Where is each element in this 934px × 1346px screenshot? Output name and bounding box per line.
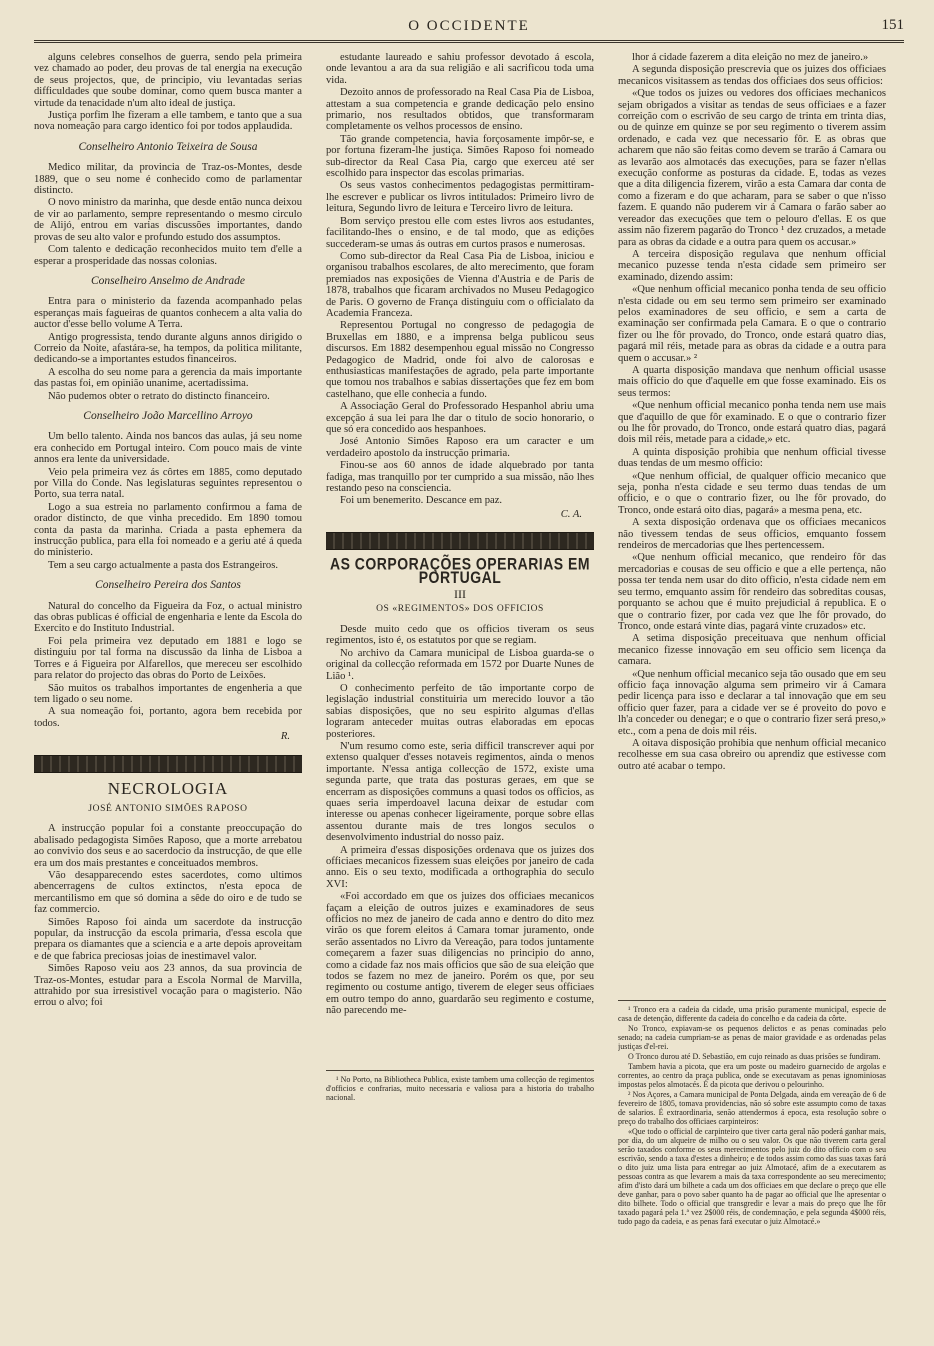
footnote: Tambem havia a picota, que era um poste ou madeiro guarnecido de argolas e correntes, ao centro da praça publica, onde se executavam as penas ignominiosas impostas pelos almotacés. É da picota que derivou o pelourinho.: [618, 1062, 886, 1089]
section-heading: Conselheiro João Marcellino Arroyo: [83, 409, 253, 422]
paragraph: A sua nomeação foi, portanto, agora bem recebida por todos.: [34, 706, 302, 729]
necrology-title: NECROLOGIA: [107, 778, 229, 798]
paragraph: «Que nenhum official, de qualquer officio mecanico que seja, ponha n'esta cidade e seu termo duas tendas de um officio, e o que o contrario fizer, ou lhe fôr provado, do Tronco, onde estará oito dias, pagará» a mesma pena, etc.: [618, 470, 886, 516]
paragraph: Dezoito annos de professorado na Real Casa Pia de Lisboa, attestam a sua competencia e grande dedicação pelo ensino primario, nos resultados obtidos, que transformaram completamente os velhos processos de ensino.: [326, 87, 594, 133]
paragraph: A quinta disposição prohibia que nenhum official tivesse duas tendas de um mesmo officio:: [618, 446, 886, 470]
paragraph: Logo a sua estreia no parlamento confirmou a fama de orador distincto, de que vinha precedido. Em 1890 tomou conta da pasta da marinha. Criada a pasta ephemera da instrucção publica, para ella foi nomeado e a geriu até á queda do ministerio.: [34, 501, 302, 559]
column-1: [34, 52, 302, 1332]
paragraph: A terceira disposição regulava que nenhum official mecanico puzesse tenda n'esta cidade sem primeiro ser examinado, dizendo assim:: [618, 248, 886, 283]
footnote: ¹ No Porto, na Bibliotheca Publica, existe tambem uma collecção de regimentos d'officios e confrarias, muito necessaria e valiosa para a historia do trabalho nacional.: [326, 1075, 594, 1102]
signature: R.: [280, 731, 290, 743]
ornamental-divider: [326, 532, 594, 550]
article-part-number: III: [454, 587, 466, 602]
section-heading: Conselheiro Pereira dos Santos: [95, 579, 241, 592]
footnote: O Tronco durou até D. Sebastião, em cujo reinado as duas prisões se fundiram.: [628, 1052, 881, 1061]
paragraph: A Associação Geral do Professorado Hespanhol abriu uma excepção á sua lei para lhe dar o titulo de socio honorario, o que só era concedido aos hespanhoes.: [326, 401, 594, 435]
paragraph: Entra para o ministerio da fazenda acompanhado pelas esperanças mais fagueiras de quantos conhecem a alta valia do auctor d'esse bello volume A Terra.: [34, 296, 302, 331]
paragraph: A oitava disposição prohibia que nenhum official mecanico recolhesse em sua casa obreiro ou aprendiz que estivesse com outro até acabar o tempo.: [618, 737, 886, 772]
paragraph: «Que nenhum official mecanico ponha tenda nem use mais que d'aquillo de que fôr examinado. E o que o contrario fizer ou lhe fôr provado, do Tronco, onde estará quatro dias, pagará dois mil réis, metade para a cidade,» etc.: [618, 400, 886, 446]
paragraph: O conhecimento perfeito de tão importante corpo de legislação industrial constituiria um merecido louvor a tão sabias disposições, que no seu espirito algumas d'ellas lograram anteceder muitas outras elaboradas em epocas posteriores.: [326, 682, 594, 740]
paragraph: Como sub-director da Real Casa Pia de Lisboa, iniciou e organisou trabalhos escolares, de alto merecimento, que foram premiados nas exposições de Vienna d'Austria e de Paris de 1878, trabalhos que ficaram archivados no Museu Pedagogico de Paris. O governo de França distinguiu com o officialato da Academia Franceza.: [326, 250, 594, 319]
paragraph: estudante laureado e sahiu professor devotado á escola, onde levantou a ara da sua religião e ali sacrificou toda uma vida.: [326, 52, 594, 86]
paragraph: Antigo progressista, tendo durante alguns annos dirigido o Correio da Noite, afastára-se, ha tempos, da politica militante, dedicando-se a importantes estudos financeiros.: [34, 331, 302, 366]
paragraph: Natural do concelho da Figueira da Foz, o actual ministro das obras publicas é official de engenharia e lente da Escola do Exercito e do Instituto Industrial.: [34, 600, 302, 635]
footnote: ² Nos Açores, a Camara municipal de Ponta Delgada, ainda em vereação de 6 de fevereiro de 1805, tomava providencias, não só sobre este assumpto como de taxas de salarios. É extraordinaria, senão attendermos á epoca, esta resolução sobre o preço do trabalho dos officiaes carpinteiros:: [618, 1090, 886, 1126]
paragraph: alguns celebres conselhos de guerra, sendo pela primeira vez chamado ao poder, deu provas de tal energia na execução de seus projectos, que, de principio, viu levantadas serias difficuldades que soube dominar, como quem busca manter a virtude da tenacidade n'um alto ideal de justiça.: [34, 52, 302, 109]
paragraph: «Que nenhum official mecanico ponha tenda de seu officio n'esta cidade ou em seu termo sem primeiro ser examinado pelos examinadores de seu officio, e sem a carta de examinação ser confirmada pela Camara. E o que o contrario fizer ou lhe fôr provado, do Tronco, onde estará quatro dias, pagará mil réis, metade para as obras da cidade e a outra para quem o accusar.» ²: [618, 284, 886, 364]
column-2: [326, 52, 594, 1332]
paragraph: A segunda disposição prescrevia que os juizes dos officiaes mecanicos visitassem as tendas dos officiaes dos seus officios:: [618, 64, 886, 87]
section-heading: Conselheiro Antonio Teixeira de Sousa: [78, 140, 258, 153]
paragraph: A quarta disposição mandava que nenhum official usasse mais officio do que d'aquelle em que fosse examinado. Eis os seus termos:: [618, 364, 886, 399]
paragraph: A escolha do seu nome para a gerencia da mais importante das pastas foi, em opinião unanime, acertadissima.: [34, 366, 302, 390]
paragraph: A primeira d'essas disposições ordenava que os juizes dos officiaes mecanicos fizessem suas eleições por janeiro de cada anno. Eis o seu texto, modificada a orthographia do seculo XVI:: [326, 844, 594, 890]
paragraph: Tão grande competencia, havia forçosamente impôr-se, e por fortuna fizeram-lhe justiça. Simões Raposo foi nomeado sub-director da Real Casa Pia, cargo que exerceu até ser escolhido para inspector das escolas primarias.: [326, 133, 594, 180]
paragraph: Simões Raposo foi ainda um sacerdote da instrucção popular, da instrucção da escola primaria, d'essa escola que prepara os diamantes que a sciencia e a arte depois aproveitam e de que fabrica preciosas joias de inestimavel valor.: [34, 916, 302, 962]
paragraph: O novo ministro da marinha, que desde então nunca deixou de vir ao parlamento, sempre representando o mesmo circulo de Alijó, entrou em varias discussões importantes, dando provas de seu alto valor e profundo estudo dos assumptos.: [34, 197, 302, 243]
paragraph: «Que nenhum official mecanico seja tão ousado que em seu officio faça innovação alguma sem primeiro vir á Camara pedir licença para isso e declarar a tal innovação que em seu officio quer fazer, para a cidade ver se é proveito do povo e lh'a conceder ou denegar; e o que o contrario fizer será preso,» etc., com a pena de dois mil réis.: [618, 668, 886, 737]
column-3: [618, 52, 886, 1332]
paragraph: Não pudemos obter o retrato do distincto financeiro.: [48, 390, 270, 402]
paragraph: Simões Raposo veiu aos 23 annos, da sua provincia de Traz-os-Montes, estudar para a Escola Normal de Marvilla, attrahido por sua irresistivel vocação para o magisterio. Não errou o alvo; foi: [34, 963, 302, 1009]
paragraph: A instrucção popular foi a constante preoccupação do abalisado pedagogista Simões Raposo, que a morte arrebatou ao convivio dos seus e ao sacerdocio da instrucção, de que elle era um dos mais prestantes e conceituados membros.: [34, 823, 302, 869]
paragraph: Um bello talento. Ainda nos bancos das aulas, já seu nome era conhecido em Portugal inteiro. Com pouco mais de vinte annos era lente da universidade.: [34, 431, 302, 466]
necrology-name: JOSÉ ANTONIO SIMÕES RAPOSO: [88, 803, 248, 814]
footnotes: [618, 1000, 886, 1227]
paragraph: Foi pela primeira vez deputado em 1881 e logo se distinguiu por tal forma na discussão da linha de Lisboa a Torres e á Figueira por Alfarellos, que mereceu ser escolhido para relator do projecto das obras do Porto de Leixões.: [34, 635, 302, 682]
paragraph: «Que nenhum official mecanico, que rendeiro fôr das mercadorias e cousas de seu officio e que a elle pertença, não possa ter tenda nem usar do dito officio, n'esta cidade nem em seu termo, emquanto assim fôr rendeiro das sobreditas cousas, porquanto se achou que é muito prejudicial á republica. E o que o contrario fizer, por cada vez que lhe fôr provado, do Tronco, onde estará vinte dias, pagará vinte cruzados» etc.: [618, 552, 886, 632]
paragraph: Bom serviço prestou elle com estes livros aos estudantes, facilitando-lhes o ensino, e de tal modo, que as edições succederam-se umas ás outras em curtos prasos e numerosas.: [326, 215, 594, 250]
section-heading: Conselheiro Anselmo de Andrade: [90, 274, 246, 287]
ornamental-divider: [34, 755, 302, 773]
paragraph: Os seus vastos conhecimentos pedagogistas permittiram-lhe escrever e publicar os livros intitulados: Primeiro livro de leitura, Segundo livro de leitura e Terceiro livro de leitura.: [326, 180, 594, 215]
paragraph: José Antonio Simões Raposo era um caracter e um verdadeiro apostolo da instrucção primaria.: [326, 436, 594, 459]
paragraph: Medico militar, da provincia de Traz-os-Montes, desde 1889, que o seu nome é conhecido como de parlamentar distincto.: [34, 162, 302, 197]
paragraph: Desde muito cedo que os officios tiveram os seus regimentos, isto é, os estatutos por que se regiam.: [326, 623, 594, 647]
signature: C. A.: [560, 508, 582, 520]
footnote: «Que todo o official de carpinteiro que tiver carta geral não poderá ganhar mais, por dia, do um alqueire de milho ou o seu valor. Os que não tiverem carta geral serão taxados conforme os seus merecimentos pelo juiz do dito officio com o seu escrivão, sendo a taxa d'estes a dinheiro; e de todos assim como das suas taxas fará o dito juiz uma lista para entregar ao juiz Almotacé, afim de a executarem as pessoas contra as que levarem a mais da taxa correspondente ao seu merecimento; afim d'isto dará um bilhete a cada um dos officiaes em que declare o preço que elle deve ganhar, para o povo saber quanto ha de pagar ao official que lhe apresentar o dito bilhete. Todo o official que transgredir e levar a mais do preço que lhe fôr taxado pagará pela 1.ª vez 2$000 réis, de condemnação, e pela segunda 4$000 réis, tudo pago da cadeia, e as penas fará executar o juiz Almotacé.»: [618, 1127, 886, 1226]
paragraph: São muitos os trabalhos importantes de engenheria a que tem ligado o seu nome.: [34, 682, 302, 705]
paragraph: Justiça porfim lhe fizeram a elle tambem, e tanto que a sua nova nomeação para cargo identico foi por todos applaudida.: [34, 110, 302, 133]
footnote: ¹ Tronco era a cadeia da cidade, uma prisão puramente municipal, especie de casa de detenção, differente da cadeia do concelho e da cadeia da côrte.: [618, 1005, 886, 1023]
footnote: No Tronco, expiavam-se os pequenos delictos e as penas cominadas pelo senado; na cadeia cumpriam-se as penas de maior gravidade e as ordenadas pelas justiças d'el-rei.: [618, 1024, 886, 1051]
paragraph: No archivo da Camara municipal de Lisboa guarda-se o original da collecção reformada em 1572 por Duarte Nunes de Lião ¹.: [326, 647, 594, 682]
footnotes: [326, 1070, 594, 1103]
paragraph: Finou-se aos 60 annos de idade alquebrado por tanta fadiga, mas tranquillo por ter cumprido a sua missão, não lhes restando peso na consciencia.: [326, 460, 594, 495]
paragraph: «Foi accordado em que os juizes dos officiaes mecanicos façam a eleição de outros juizes e examinadores de seus officios no mez de janeiro de cada anno e dentro do dito mez virão os que forem eleitos á Camara tomar juramento, onde serão assentados no Livro da Vereação, para todos juntamente começarem a fazer suas diligencias no principio do anno, como a cidade faz nos mais officios que são de sua eleição que todos se fazem no mez de janeiro. Porém os que, por seu regimento ou costume antigo, tiverem de eleger seus officiaes em outro tempo do anno, guardarão seu regimento e costume, não parecendo me-: [326, 891, 594, 1017]
paragraph: A setima disposição preceituava que nenhum official mecanico fizesse innovação em seu officio sem licença da camara.: [618, 633, 886, 668]
paragraph: Vão desapparecendo estes sacerdotes, como ultimos abencerragens de cultos extinctos, n'esta epoca de mercantilismo em que só domina a sêde do oiro e de tudo se faz commercio.: [34, 869, 302, 916]
page-number: 151: [881, 17, 904, 33]
paragraph: Representou Portugal no congresso de pedagogia de Bruxellas em 1880, e a imprensa belga publicou seus discursos. Em 1882 desempenhou egual missão no Congresso Pedagogico de Madrid, onde foi alvo de calorosas e enthusiasticas manifestações de agrado, pela parte importante que tomou nos trabalhos e sabias dissertações que fez em bom castelhano, que elle conhecia a fundo.: [326, 320, 594, 400]
paragraph: Com talento e dedicação reconhecidos muito tem d'elle a esperar a prosperidade das nossas colonias.: [34, 244, 302, 267]
paragraph: N'um resumo como este, seria difficil transcrever aqui por extenso qualquer d'esses notaveis regimentos, ainda o menos importante. N'essa antiga collecção de 1572, existe uma segunda parte, que trata das posturas geraes, em que se encerram as disposições communs a quasi todos os officios, as quaes seria imperdoavel lacuna deixar de estudar com interesse ou apenas conhecer ligeiramente, porque sobre ellas assentou durante mais de tres longos seculos o desenvolvimento industrial do nosso paiz.: [326, 740, 594, 844]
paragraph: A sexta disposição ordenava que os officiaes mecanicos não tivessem tendas de seus officios, emquanto fossem rendeiros de mercadorias que lhes pertencessem.: [618, 517, 886, 552]
paragraph: Tem a seu cargo actualmente a pasta dos Estrangeiros.: [48, 559, 278, 571]
paragraph: Foi um benemerito. Descance em paz.: [340, 495, 503, 507]
paragraph: Veio pela primeira vez ás côrtes em 1885, como deputado por Villa do Conde. Nas legislaturas seguintes representou o Porto, sua terra natal.: [34, 466, 302, 501]
paragraph: lhor á cidade fazerem a dita eleição no mez de janeiro.»: [632, 52, 869, 63]
journal-title: O OCCIDENTE: [408, 18, 530, 34]
article-title: AS CORPORAÇÕES OPERARIAS EM PORTUGAL: [329, 554, 591, 588]
article-subtitle: OS «REGIMENTOS» DOS OFFICIOS: [376, 604, 544, 615]
page-header: [34, 14, 904, 43]
paragraph: «Que todos os juizes ou vedores dos officiaes mechanicos sejam obrigados a visitar as tendas de seus officiaes e a fazer correição com o escrivão de seu cargo de trinta em trinta dias, ou de quinze em quinze se por seu regimento o tiverem assim ordenado, e cada vez que necessario fôr. E as obras que acharem que não são feitas como devem se trarão á Camara ou as levarão aos almotacés das execuções, para se fazer n'ellas execução conforme as posturas da cidade. E, todas as vezes que a dita diligencia fizerem, virão a esta Camara dar conta de como a fizeram e do que acharam, para se saber o que n'isso fazem. E quando não puderem vir á Camara o farão saber ao vereador das execuções que tem o pelouro d'ellas. E os que assim não fizerem pagarão do Tronco ¹ dez cruzados, a metade para as obras da cidade e a outra para quem os accusar.»: [618, 88, 886, 248]
